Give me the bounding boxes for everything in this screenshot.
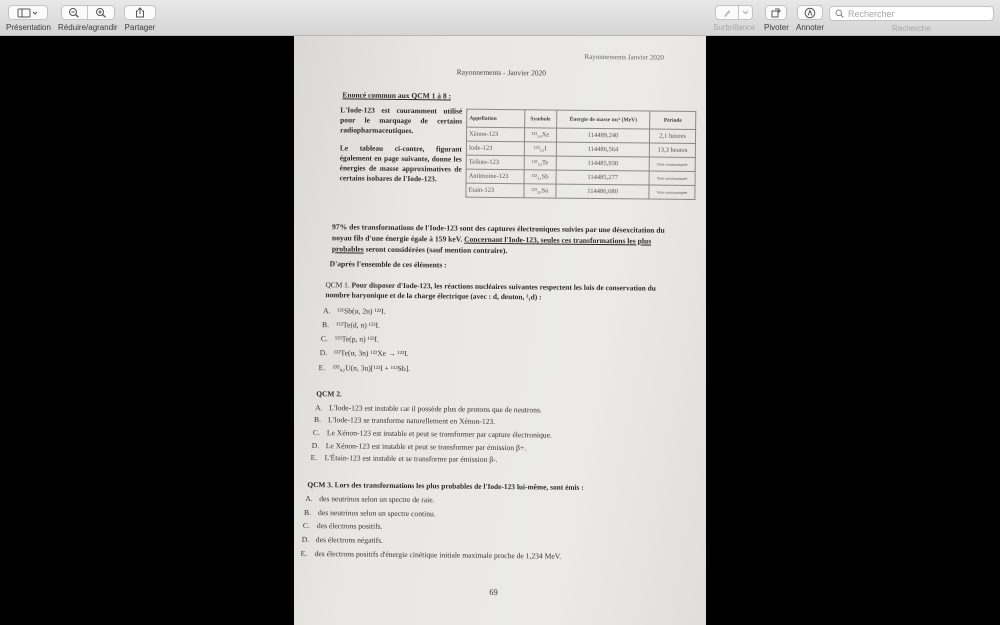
- table-cell: Iode-123: [466, 141, 524, 156]
- presentation-label: Présentation: [6, 23, 51, 32]
- intro-paragraph-1: L'Iode-123 est couramment utilisé pour le marquage de certains radiopharmaceutiques.: [340, 105, 463, 136]
- table-cell: Non communiquée: [649, 157, 695, 171]
- qcm1-option-b: B. ¹²²Te(d, n) ¹²³I.: [322, 320, 381, 330]
- qcm3-text: Lors des transformations les plus probables de l'Iode-123 lui-même, sont émis :: [334, 480, 584, 492]
- qcm1-option-e: E. ²³⁵₉₂U(n, 3n)[¹²³I + ¹¹²Sb].: [318, 363, 411, 374]
- qcm3-question: [307, 480, 687, 494]
- qcm2-option-d: D. Le Xénon-123 est instable et peut se transformer par émission β+.: [311, 441, 527, 453]
- share-button[interactable]: [124, 5, 156, 20]
- qcm1-option-d: D. ¹²²Te(α, 3n) ¹²³Xe → ¹²³I.: [319, 348, 409, 359]
- qcm2-option-a: A. L'Iode-123 est instable car il possède plus de protons que de neutrons.: [315, 403, 542, 415]
- sidebar-view-button[interactable]: [8, 5, 48, 20]
- markup-pen-icon: [804, 7, 816, 19]
- qcm2-number: QCM 2.: [316, 389, 342, 399]
- sidebar-icon: [17, 8, 39, 18]
- table-cell: ¹²³₅₂Te: [524, 156, 557, 170]
- isobar-table: [465, 109, 696, 200]
- table-cell: ¹²³₅₃I: [524, 142, 557, 156]
- table-cell: 2,1 heures: [650, 129, 696, 143]
- table-cell: Antimoine-123: [466, 169, 524, 184]
- zoom-group: [58, 5, 118, 32]
- document-page: [294, 36, 706, 625]
- table-cell: 114485,277: [556, 170, 649, 185]
- intro-text: [339, 105, 462, 192]
- table-row: [466, 183, 695, 199]
- table-cell: Non communiquée: [649, 185, 695, 199]
- toolbar: [0, 0, 1000, 36]
- table-header: Énergie de masse mc² (MeV): [557, 110, 650, 129]
- table-cell: ¹²³₅₄Xe: [524, 128, 557, 142]
- page-number: 69: [489, 586, 498, 597]
- document-title: Rayonnements - Janvier 2020: [456, 67, 547, 78]
- qcm3-option-b: B. des neutrinos selon un spectre continu.: [304, 507, 436, 519]
- running-header: Rayonnements Janvier 2020: [584, 52, 664, 62]
- zoom-in-button[interactable]: [88, 5, 115, 20]
- table-cell: Etain-123: [466, 183, 524, 198]
- search-field[interactable]: [829, 6, 994, 21]
- section-heading: Enoncé commun aux QCM 1 à 8 :: [342, 90, 452, 101]
- qcm1-number: QCM 1.: [325, 280, 350, 290]
- qcm3-option-a: A. des neutrinos selon un spectre de raie.: [305, 493, 435, 505]
- highlighter-icon: [722, 8, 732, 18]
- table-header: Symbole: [524, 110, 557, 128]
- table-header: Période: [650, 111, 696, 129]
- qcm2-option-e: E. L'Étain-123 est instable et se transforme par émission β-.: [310, 453, 498, 464]
- qcm2-question: [316, 389, 666, 403]
- table-cell: 114486,680: [556, 184, 649, 199]
- highlight-label: Surbrillance: [713, 23, 756, 32]
- annotate-button[interactable]: [797, 5, 823, 20]
- table-cell: 114489,240: [556, 128, 649, 143]
- highlight-menu-button[interactable]: [739, 5, 753, 20]
- qcm2-option-c: C. Le Xénon-123 est instable et peut se transformer par capture électronique.: [312, 428, 552, 440]
- share-group: [124, 5, 156, 32]
- qcm3-option-d: D. des électrons négatifs.: [301, 534, 384, 545]
- table-cell: 114485,930: [556, 156, 649, 171]
- search-icon: [835, 9, 844, 18]
- table-cell: Xénon-123: [466, 127, 524, 142]
- paragraph-text: 97% des transformations de l'Iode-123 sont des captures électroniques suivies par une désexcitation du noyau fils d'une énergie égale à 159 keV.: [331, 222, 665, 244]
- document-viewport[interactable]: [0, 36, 1000, 625]
- zoom-out-icon: [68, 7, 80, 18]
- qcm1-option-c: C. ¹²³Te(p, n) ¹²³I.: [320, 334, 379, 344]
- table-cell: Tellure-123: [466, 155, 524, 170]
- zoom-in-icon: [95, 7, 107, 18]
- qcm1-question: [325, 280, 675, 304]
- zoom-out-button[interactable]: [61, 5, 88, 20]
- intro-paragraph-2: Le tableau ci-contre, figurant également en page suivante, donne les énergies de masse approximatives de certains isobares de l'Iode-123.: [339, 143, 462, 184]
- search-input[interactable]: [848, 9, 988, 19]
- qcm1-option-a: A. ¹²¹Sb(α, 2n) ¹²³I.: [323, 306, 386, 316]
- qcm3-number: QCM 3.: [307, 479, 333, 490]
- table-header: Appellation: [467, 109, 525, 128]
- share-icon: [135, 7, 145, 18]
- highlight-button[interactable]: [715, 5, 739, 20]
- transformations-paragraph: [332, 221, 672, 258]
- rotate-button[interactable]: [765, 5, 787, 20]
- rotate-icon: [770, 7, 782, 18]
- chevron-down-icon: [742, 10, 749, 15]
- qcm2-option-b: B. L'Iode-123 se transforme naturellement en Xénon-123.: [314, 415, 496, 426]
- search-label: Recherche: [892, 24, 931, 33]
- table-cell: 114486,564: [556, 142, 649, 157]
- rotate-label: Pivoter: [764, 23, 789, 32]
- annotate-label: Annoter: [796, 23, 825, 32]
- rotate-group: [764, 5, 789, 32]
- lead-sentence: D'après l'ensemble de ces éléments :: [329, 259, 447, 270]
- table-cell: Non communiquée: [649, 171, 695, 185]
- highlight-group: [713, 5, 755, 32]
- zoom-label: Réduire/agrandir: [58, 23, 118, 32]
- qcm3-option-c: C. des électrons positifs.: [302, 520, 383, 531]
- qcm3-option-e: E. des électrons positifs d'énergie cinétique initiale maximale proche de 1,234 MeV.: [300, 548, 562, 561]
- table-cell: ¹²³₅₁Sb: [524, 170, 557, 184]
- paragraph-text: seront considérées (sauf mention contraire).: [365, 244, 508, 256]
- underlined-text: Concernant l'Iode-123, seules ces transformations les plus probables: [331, 234, 652, 254]
- table-header-row: [467, 109, 696, 129]
- table-cell: ¹²³₅₀Sn: [523, 184, 556, 198]
- annotate-group: [796, 5, 824, 32]
- page-content: [294, 36, 706, 625]
- table-cell: 13,3 heures: [649, 143, 695, 157]
- qcm1-text: Pour disposer d'Iode-123, les réactions nucléaires suivantes respectent les lois de conservation du nombre baryonique et de la charge électrique (avec : d, deuton, ²₁d) :: [325, 280, 656, 302]
- share-label: Partager: [124, 23, 156, 32]
- presentation-group: [6, 5, 51, 32]
